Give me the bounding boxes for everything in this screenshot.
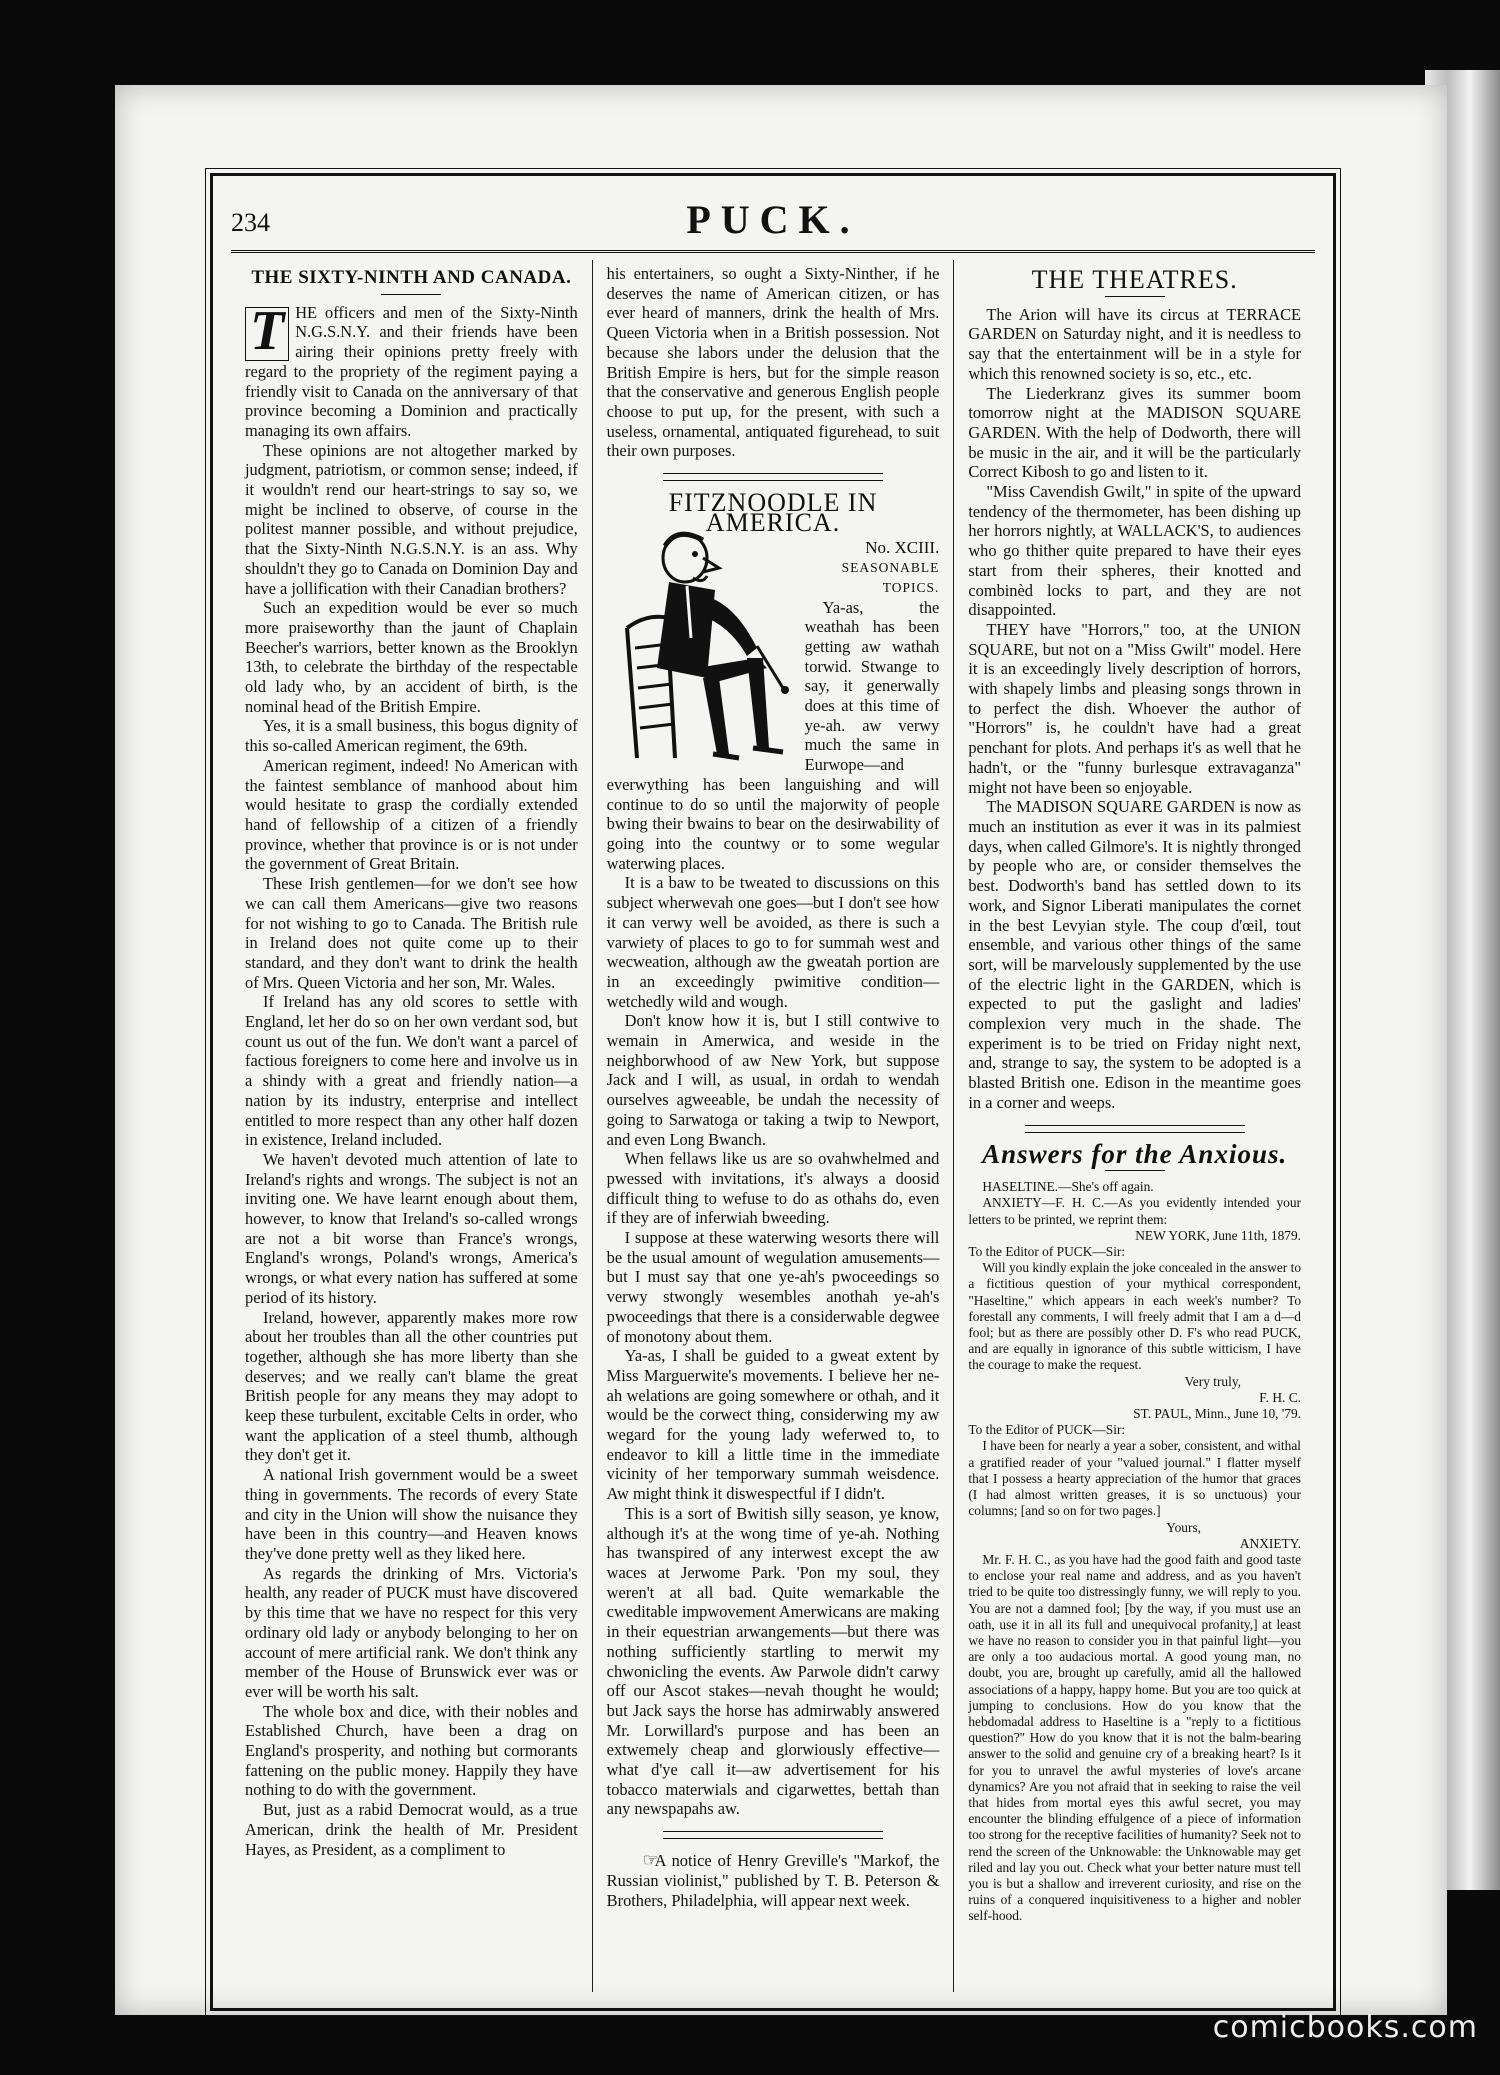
article-continuation: his entertainers, so ought a Sixty-Ninther, if he deserves the name of American citizen, or has ever heard of manners, drink the health of Mrs. Queen Victoria when in a British possession. Not because she labors under the delusion that the British Empire is hers, but for the simple reason that the conservative and generous English people choose to put up, for the present, with such a useless, ornamental, antiquated figurehead, to suit their own purposes. (606, 264, 940, 461)
letter-closing: Very truly, (1184, 1373, 1242, 1389)
article-paragraph: If Ireland has any old scores to settle with England, let her do so on her own verdant sod, but count us out of the fun. We don't want a parcel of factious foreigners to come here and involve us in a shindy with a great and friendly nation—a nation by its industry, enterprise and intellect entitled to more respect than any other half dozen in existence, Ireland included. (245, 992, 578, 1150)
page-number: 234 (231, 208, 270, 237)
article-paragraph: It is a baw to be tweated to discussions on this subject wherwevah one goes—but I don't see how it can verwy well be avoided, as there is such a varwiety of places to go to for summah west and wecweation, although aw the gweatah portion are in an exceedingly pwimitive condition—wetchedly wild and wough. (606, 873, 940, 1011)
fitznoodle-seated-gentleman-illustration (607, 518, 797, 768)
article-paragraph: We haven't devoted much attention of late to Ireland's rights and wrongs. The subject is not an inviting one. We have learnt enough about them, however, to know that Ireland's so-called wrongs are not a bit worse than France's wrongs, England's wrongs, Poland's wrongs, America's wrongs, or what every nation has suffered at some period of its history. (245, 1149, 578, 1307)
article-paragraph: When fellaws like us are so ovahwhelmed and pwessed with invitations, it's always a doosid difficult thing to wefuse to do as othahs do, even if they are of inferwiah bweeding. (606, 1149, 940, 1228)
watermark: comicbooks.com (1212, 2010, 1478, 2045)
article-paragraph: As regards the drinking of Mrs. Victoria's health, any reader of PUCK must have discovered by this time that we have no respect for this very ordinary old lady or anybody belonging to her on account of mere artificial rank. We don't think any member of the House of Brunswick ever was or ever will be worth his salt. (245, 1563, 578, 1701)
letter-closing: Yours, (1166, 1519, 1202, 1535)
answer-item: ANXIETY—F. H. C.—As you evidently intended your letters to be printed, we reprint them: (968, 1195, 1302, 1227)
article-paragraph: "Miss Cavendish Gwilt," in spite of the upward tendency of the thermometer, has been dishing up her horrors nightly, at WALLACK'S, to audiences who go thither quite prepared to have their eyes start from their spheres, their knotted and combinèd locks to part, and they are not disappointed. (968, 482, 1302, 620)
drop-cap: T (245, 307, 289, 361)
answers-title: Answers for the Anxious. (982, 1138, 1288, 1169)
masthead: PUCK. (686, 197, 860, 242)
article-paragraph: Ya-as, the weathah has been getting aw wathah torwid. Stwange to say, it generwally does at this time of ye-ah. aw verwy much the same in Eurwope—and everwything has been languishing and will continue to do so until the majorwity of people bwing their bwains to bear on the desirwability of going into the countwy or to some wegular waterwing places. (606, 597, 940, 873)
pointing-hand-icon: ☞ (642, 1850, 659, 1871)
columns (231, 260, 1315, 1992)
article-subhead: SEASONABLE TOPICS. (841, 560, 940, 595)
column-1 (231, 260, 592, 1992)
letter-body: Will you kindly explain the joke concealed in the answer to a fictitious question of your mythical correspondent, "Haseltine," which appears in each week's number? To forestall any comments, I will freely admit that I am a d—d fool; but as there are possibly other D. F's who read PUCK, and are equally in ignorance of this subtle witticism, I have the courage to make the request. (968, 1260, 1302, 1373)
article-paragraph: These opinions are not altogether marked by judgment, patriotism, or common sense; indeed, if it wouldn't rend our heart-strings to say so, we might be inclined to observe, of course in the politest manner possible, and without prejudice, that the Sixty-Ninth N.G.S.N.Y. is an ass. Why shouldn't they go to Canada on Dominion Day and have a jollification with their Canadian brothers? (245, 440, 578, 598)
article-paragraph: The MADISON SQUARE GARDEN is now as much an institution as ever it was in its palmiest days, when called Gilmore's. It is nightly thronged by people who are, or consider themselves the best. Dodworth's band has settled down to its work, and Signor Liberati manipulates the cornet in the best Levyian style. The coup d'œil, tout ensemble, and various other things of the same sort, will be marvelously supplemented by the use of the electric light in the GARDEN, which is expected to put the gaslight and ladies' complexion very much in the shade. The experiment is to be tried on Friday night next, and, strange to say, the system to be adopted is a blasted British one. Edison in the meantime goes in a corner and weeps. (968, 797, 1302, 1112)
article-paragraph: The whole box and dice, with their nobles and Established Church, have been a drag on England's prosperity, and nothing but cormorants fattening on the public money. Happily they have nothing to do with the government. (245, 1701, 578, 1800)
section-rule (663, 1831, 883, 1839)
article-number: No. XCIII. (865, 538, 940, 558)
article-paragraph: But, just as a rabid Democrat would, as a true American, drink the health of Mr. President Hayes, as President, as a compliment to (245, 1800, 578, 1859)
title-rule (381, 294, 441, 295)
letter-signature: F. H. C. (1259, 1389, 1302, 1405)
letter-salutation: To the Editor of PUCK—Sir: (968, 1422, 1126, 1438)
answers-section (968, 1179, 1301, 1924)
page-sheet (115, 85, 1447, 2015)
letter-dateline: ST. PAUL, Minn., June 10, '79. (1133, 1406, 1302, 1422)
article-paragraph: T HE officers and men of the Sixty-Ninth N.G.S.N.Y. and their friends have been airing their opinions pretty freely with regard to the propriety of the regiment paying a friendly visit to Canada on the anniversary of that province becoming a Dominion and practically managing its own affairs. (245, 299, 578, 440)
notice-paragraph: ☞A notice of Henry Greville's "Markof, the Russian violinist," published by T. B. Peterson & Brothers, Philadelphia, will appear next week. (606, 1850, 940, 1910)
article-paragraph: I suppose at these waterwing wesorts there will be the usual amount of wegulation amusements—but I must say that one ye-ah's pwoceedings so verwy stwongly wesembles anothah ye-ah's pwoceedings that there is a considerwable degwee of monotony about them. (606, 1228, 940, 1346)
article-paragraph: Don't know how it is, but I still contwive to wemain in Amerwica, and weside in the neighborwhood of aw New York, but suppose Jack and I will, as usual, in ordah to wendah ourselves agweeable, be undah the necessity of going to Sarwatoga or taking a twip to Newport, and even Long Bwanch. (606, 1011, 940, 1149)
answer-item: HASELTINE.—She's off again. (982, 1179, 1154, 1195)
article-title-fitznoodle: FITZNOODLE IN AMERICA. (668, 488, 878, 537)
reply-paragraph: Mr. F. H. C., as you have had the good faith and good taste to enclose your real name and address, and as you haven't tried to be quite too distressingly funny, we will reply to you. You are not a damned fool; [by the way, if you must use an oath, use it in all its full and unequivocal profanity,] at least we have no reason to consider you in that painful light—you are only a too audacious mortal. A good young man, no doubt, you are, brought up carefully, amid all the hallowed associations of a happy, happy home. But you are too quick at jumping to conclusions. How do you know that the hebdomadal address to Haseltine is a "reply to a fictitious question?" How do you know that it is not the balm-bearing answer to the solid and genuine cry of a breaking heart? Is it for you to unravel the awful mysteries of love's arcane dynamics? Are you not afraid that in seeking to raise the veil that hides from mortal eyes this awful secret, you may encounter the blinding effulgence of a piece of information too strong for the receptive facilities of humanity? Seek not to rend the screen of the Unknowable: the Unknowable may get riled and lay you out. Check what your better nature must tell you is but a shallow and irreverent curiosity, and rise on the ruins of a conquered inquisitiveness to a higher and nobler self-hood. (968, 1551, 1302, 1924)
article-paragraph: American regiment, indeed! No American with the faintest semblance of manhood about him would hesitate to grasp the cordially extended hand of fellowship of a citizen of a friendly province, whether that province is or is not under the government of Great Britain. (245, 755, 578, 874)
article-paragraph: Ireland, however, apparently makes more row about her troubles than all the other countries put together, although she has more liberty than she deserves; and we really can't blame the great British people for any means they may adopt to keep these turbulent, excitable Celts in order, who want the application of a steel thumb, although they don't get it. (245, 1307, 578, 1465)
section-rule (663, 473, 883, 481)
article-paragraph: These Irish gentlemen—for we don't see how we can call them Americans—give two reasons for not wishing to go to Canada. The British rule in Ireland does not quite come up to their standard, and they don't want to drink the health of Mrs. Queen Victoria and her son, Mr. Wales. (245, 874, 578, 992)
letter-salutation: To the Editor of PUCK—Sir: (968, 1244, 1126, 1260)
article-title-sixty-ninth: THE SIXTY-NINTH AND CANADA. (251, 267, 572, 288)
article-paragraph: Yes, it is a small business, this bogus dignity of this so-called American regiment, the 69th. (245, 716, 578, 756)
article-paragraph: THEY have "Horrors," too, at the UNION SQUARE, but not on a "Miss Gwilt" model. Here it is an exceedingly lively description of horrors, with shapely limbs and pleasing songs thrown in to perfect the dish. Whoever the author of "Horrors" is, he couldn't have had a great penchant for plots. And perhaps it's as well that he hadn't, or the "funny burlesque extravaganza" might not have been so enjoyable. (968, 619, 1302, 797)
letter-body: I have been for nearly a year a sober, consistent, and withal a gratified reader of your "valued journal." I flatter myself that I possess a hearty appreciation of the humor that graces (I had almost written greases, it is so unctuous) your columns; [and so on for two pages.] (968, 1438, 1302, 1519)
column-3 (953, 260, 1315, 1992)
letter-signature: ANXIETY. (1239, 1535, 1302, 1551)
article-paragraph: A national Irish government would be a sweet thing in governments. The records of every State and city in the Union will show the nuisance they have been in this country—and Heaven knows they've done pretty well as they liked here. (245, 1465, 578, 1563)
article-paragraph: The Arion will have its circus at TERRACE GARDEN on Saturday night, and it is needless to say that the entertainment will be in a style for which this renowned society is so, etc., etc. (968, 304, 1302, 383)
article-paragraph: The Liederkranz gives its summer boom tomorrow night at the MADISON SQUARE GARDEN. With the help of Dodworth, there will be music in the air, and it will be the particularly Correct Kibosh to go and listen to it. (968, 383, 1302, 482)
column-2 (592, 260, 954, 1992)
article-paragraph: Such an expedition would be ever so much more praiseworthy than the jaunt of Chaplain Beecher's warriors, better known as the Brooklyn 13th, to celebrate the birthday of the respectable old lady who, by an accident of birth, is the nominal head of the British Empire. (245, 598, 578, 716)
article-paragraph: This is a sort of Bwitish silly season, ye know, although it's at the wong time of ye-ah. Nothing has twanspired of any interwest except the aw waces at Jerwome Park. 'Pon my soul, they weren't at all bad. Quite wemarkable the cweditable impwovement Amerwicans are making in their equestrian arwangements—but there was nothing sufficiently startling to merwit my chwonicling the events. Aw Parwole didn't carwy off our Ascot stakes—nevah thought he would; but Jack says the horse has admirwably answered Mr. Lorwillard's purpose and has been an extwemely cheap and glorwiously effective—what d'ye call it—aw advertisement for his tobacco materwials and cigarwettes, bettah than any newspapahs aw. (606, 1503, 940, 1819)
article-paragraph: Ya-as, I shall be guided to a gweat extent by Miss Marguerwite's movements. I believe her ne-ah welations are going somewhere or othah, and it would be the corwect thing, considerwing my aw wegard for the young lady weferwed to, to endeavor to kill a little time in the immediate vicinity of her temporwary summah weisdence. Aw might think it diswespectful if I didn't. (606, 1346, 940, 1504)
section-rule (1025, 1125, 1245, 1133)
page-frame (210, 173, 1336, 2011)
title-rule (1105, 1170, 1165, 1171)
page-header (231, 194, 1315, 253)
article-title-theatres: THE THEATRES. (1031, 265, 1238, 294)
title-rule (1105, 296, 1165, 297)
letter-dateline: NEW YORK, June 11th, 1879. (1135, 1227, 1302, 1243)
